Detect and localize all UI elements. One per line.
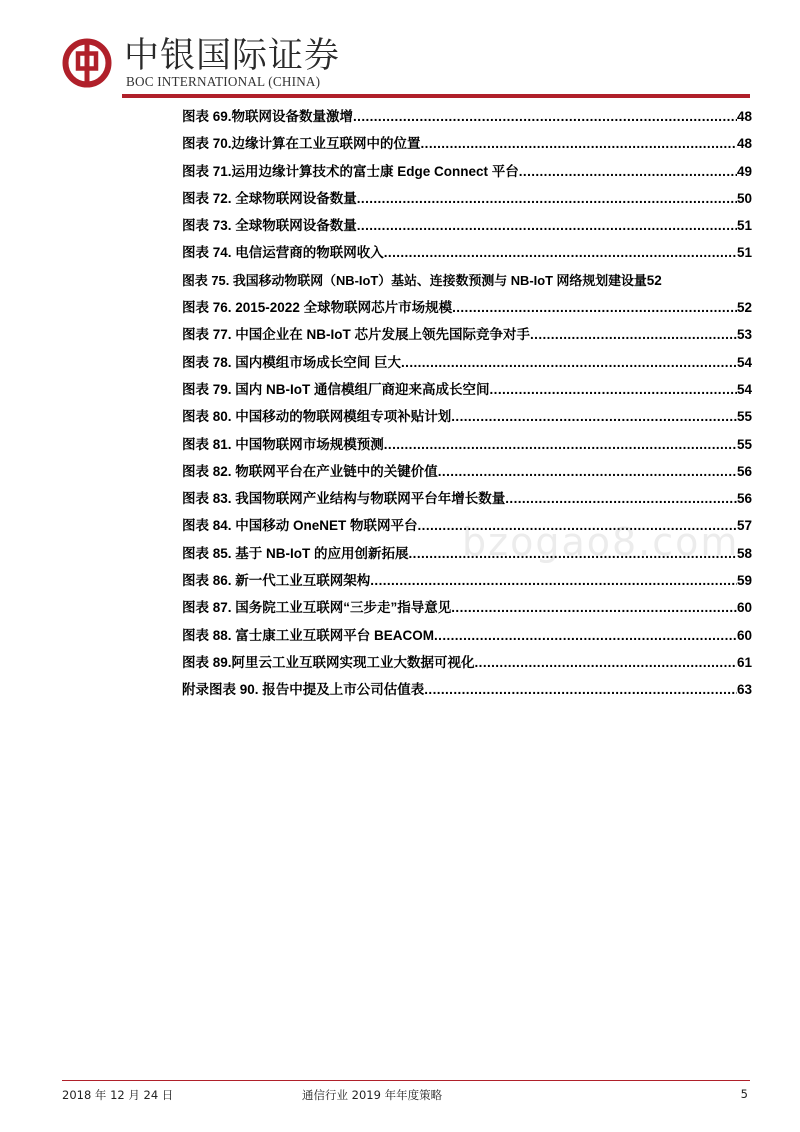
toc-entry[interactable]: [182, 130, 752, 157]
toc-entry-page: 59: [736, 573, 752, 589]
toc-entry-page: 49: [736, 163, 752, 179]
toc-leader-dots: [451, 403, 737, 430]
toc-entry-label: 图表 86. 新一代工业互联网架构: [182, 573, 371, 589]
toc-entry-page: 58: [736, 545, 752, 561]
toc-leader-dots: [357, 212, 737, 239]
toc-entry-page: 56: [736, 491, 752, 507]
toc-entry-page: 51: [736, 245, 752, 261]
toc-entry-label: 图表 80. 中国移动的物联网模组专项补贴计划: [182, 409, 452, 425]
toc-entry-page: 55: [736, 409, 752, 425]
toc-leader-dots: [424, 676, 737, 703]
toc-leader-dots: [490, 376, 737, 403]
toc-entry[interactable]: [182, 676, 752, 703]
toc-entry-label: 图表 76. 2015-2022 全球物联网芯片市场规模: [182, 300, 453, 316]
footer-divider: [62, 1080, 750, 1081]
toc-entry[interactable]: [182, 267, 752, 294]
toc-entry-page: 48: [736, 109, 752, 124]
toc-leader-dots: [519, 158, 737, 185]
toc-entry-page: 60: [736, 627, 752, 643]
toc-entry-label: 图表 73. 全球物联网设备数量: [182, 218, 357, 234]
toc-entry-label: 图表 81. 中国物联网市场规模预测: [182, 436, 384, 452]
toc-entry-label: 图表 82. 物联网平台在产业链中的关键价值: [182, 463, 438, 479]
toc-entry[interactable]: [182, 185, 752, 212]
header-divider: [122, 94, 750, 98]
toc-entry[interactable]: [182, 567, 752, 594]
toc-leader-dots: [434, 622, 737, 649]
toc-entry[interactable]: [182, 349, 752, 376]
toc-leader-dots: [384, 239, 737, 266]
toc-leader-dots: [421, 130, 737, 157]
toc-entry[interactable]: [182, 294, 752, 321]
toc-entry-page: 56: [736, 463, 752, 479]
toc-entry[interactable]: [182, 103, 752, 130]
toc-entry-label: 图表 75. 我国移动物联网（NB-IoT）基站、连接数预测与 NB-IoT 网络规划建设量: [182, 272, 647, 288]
toc-entry-label: 图表 83. 我国物联网产业结构与物联网平台年增长数量: [182, 491, 506, 507]
page-number: 5: [740, 1087, 748, 1101]
toc-entry[interactable]: [182, 485, 752, 512]
toc-entry-page: 60: [736, 600, 752, 616]
toc-entry-page: 61: [736, 654, 752, 670]
toc-entry[interactable]: [182, 649, 752, 676]
toc-leader-dots: [505, 485, 737, 512]
toc-entry-page: 63: [736, 682, 752, 698]
toc-entry-label: 图表 85. 基于 NB-IoT 的应用创新拓展: [182, 545, 409, 561]
toc-leader-dots: [370, 567, 737, 594]
toc-entry-page: 54: [736, 354, 752, 370]
toc-entry-label: 图表 87. 国务院工业互联网“三步走”指导意见: [182, 600, 452, 616]
toc-entry[interactable]: [182, 403, 752, 430]
toc-entry-label: 图表 70.边缘计算在工业互联网中的位置: [182, 136, 421, 152]
watermark: bzogao8.com: [462, 520, 740, 564]
toc-entry-label: 图表 89.阿里云工业互联网实现工业大数据可视化: [182, 654, 475, 670]
boc-logo-icon: [62, 38, 112, 88]
toc-entry-page: 52: [646, 272, 662, 288]
brand-name-cn: 中银国际证券: [124, 36, 341, 76]
toc-entry-label: 图表 88. 富士康工业互联网平台 BEACOM: [182, 627, 435, 643]
report-date: 2018 年 12 月 24 日: [62, 1088, 174, 1102]
toc-entry-page: 48: [736, 136, 752, 152]
toc-entry[interactable]: [182, 376, 752, 403]
toc-entry[interactable]: [182, 431, 752, 458]
toc-leader-dots: [530, 321, 737, 348]
toc-entry[interactable]: [182, 212, 752, 239]
toc-leader-dots: [475, 649, 737, 676]
toc-leader-dots: [401, 349, 737, 376]
toc-leader-dots: [451, 594, 737, 621]
toc-entry-label: 附录图表 90. 报告中提及上市公司估值表: [182, 682, 425, 698]
toc-entry-page: 52: [736, 300, 752, 316]
toc-leader-dots: [452, 294, 737, 321]
toc-leader-dots: [353, 103, 737, 130]
toc-entry[interactable]: [182, 158, 752, 185]
report-title: 通信行业 2019 年年度策略: [302, 1088, 443, 1102]
toc-entry[interactable]: [182, 622, 752, 649]
figure-list: [182, 103, 752, 704]
toc-entry-label: 图表 71.运用边缘计算技术的富士康 Edge Connect 平台: [182, 163, 519, 179]
toc-entry-page: 51: [736, 218, 752, 234]
toc-leader-dots: [438, 458, 737, 485]
toc-entry-page: 54: [736, 381, 752, 397]
toc-entry-page: 53: [736, 327, 752, 343]
toc-entry-page: 50: [736, 190, 752, 206]
toc-entry-page: 55: [736, 436, 752, 452]
toc-entry[interactable]: [182, 321, 752, 348]
toc-leader-dots: [357, 185, 737, 212]
brand-name-en: BOC INTERNATIONAL (CHINA): [126, 74, 321, 89]
toc-entry-label: 图表 79. 国内 NB-IoT 通信模组厂商迎来高成长空间: [182, 381, 490, 397]
toc-entry-label: 图表 77. 中国企业在 NB-IoT 芯片发展上领先国际竞争对手: [182, 327, 531, 343]
toc-entry-label: 图表 69.物联网设备数量激增: [182, 109, 354, 124]
toc-leader-dots: [384, 431, 737, 458]
toc-entry-page: 57: [736, 518, 752, 534]
toc-entry[interactable]: [182, 594, 752, 621]
toc-entry[interactable]: [182, 458, 752, 485]
toc-entry[interactable]: [182, 239, 752, 266]
toc-entry-label: 图表 84. 中国移动 OneNET 物联网平台: [182, 518, 418, 534]
toc-entry-label: 图表 72. 全球物联网设备数量: [182, 190, 357, 206]
toc-entry-label: 图表 78. 国内模组市场成长空间 巨大: [182, 354, 402, 370]
toc-entry-label: 图表 74. 电信运营商的物联网收入: [182, 245, 384, 261]
